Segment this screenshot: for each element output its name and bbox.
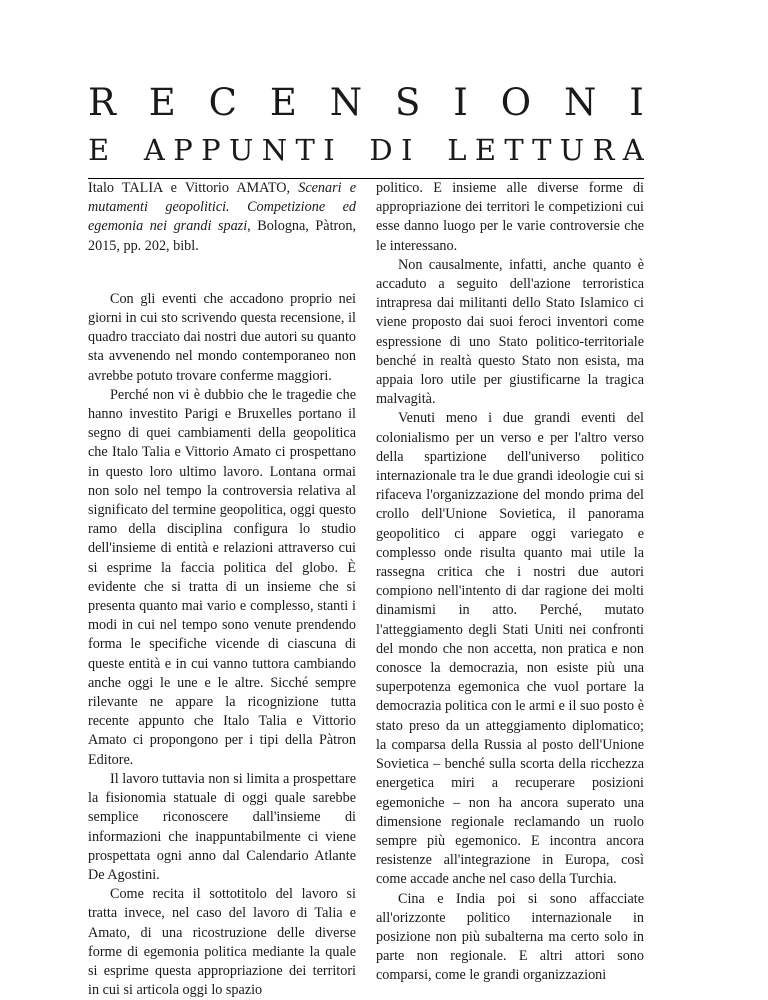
subtitle-letter: T: [295, 133, 315, 167]
title-letter: E: [269, 81, 297, 124]
left-column: [88, 179, 356, 1000]
title-letter: O: [500, 81, 532, 124]
body-paragraph: Non causalmente, infatti, anche quanto è accaduto a seguito dell'azione terroristica intrapresa dai militanti dello Stato Islamico ci viene proposto dai suoi feroci inventori come espressione di uno Stato politico-territoriale benché in realtà questo Stato non esista, ma appaia loro utile per giustificarne la tragica malvagità.: [376, 256, 644, 408]
subtitle-letter: P: [201, 133, 221, 167]
title-letter: I: [453, 81, 468, 124]
right-column: [376, 179, 644, 986]
subtitle-letter: U: [228, 133, 254, 167]
body-paragraph: Venuti meno i due grandi eventi del colonialismo per un verso e per l'altro verso della spartizione dell'universo politico internazionale tra le due grandi ideologie cui si rifaceva l'organizzazione del mondo prima del crollo dell'Unione Sovietica, il panorama geopolitico ci appare oggi variegato e complesso onde risulta quanto mai utile la rassegna critica che i nostri due autori compiono nell'intento di dar ragione dei molti dinamismi in atto. Perché, mutato l'atteggiamento degli Stati Uniti nei confronti del mondo che non accetta, non pratica e non conosce la democrazia, non esiste più una superpotenza egemonica che vuol portare la democrazia politica con le armi e il suo posto è stato preso da un atteggiamento diplomatico; la comparsa della Russia al posto dell'Unione Sovietica – benché sulla scorta della ricchezza energetica miri a recuperare posizioni egemoniche – non ha ancora superato una dimensione regionale reclamando un ruolo sempre più egemonico. E incontra ancora resistenze all'integrazione in Europa, così come accade anche nel caso della Turchia.: [376, 410, 644, 888]
section-title: [88, 78, 644, 128]
book-title: Scenari e mutamenti geopolitici. Competizione ed egemonia nei grandi spazi: [88, 180, 357, 235]
subtitle-letter: A: [143, 133, 165, 167]
subtitle-letter: T: [504, 133, 524, 167]
body-paragraph: Il lavoro tuttavia non si limita a prospettare la fisionomia statuale di oggi quale sarebbe semplice riconoscere dall'insieme di informazioni che inappuntabilmente ci viene prospettata ogni anno dal Calendario Atlante De Agostini.: [88, 770, 356, 883]
bibliographic-entry: [88, 179, 356, 256]
subtitle-letter: A: [622, 133, 644, 167]
body-paragraph: Cina e India poi si sono affacciate all'orizzonte politico internazionale in posizione non più subalterna ma certo solo in parte non regionale. E altri attori sono comparsi, come le grandi organizzazioni: [376, 890, 644, 984]
book-publication: , Bologna, Pàtron, 2015, pp. 202, bibl.: [88, 218, 356, 254]
subtitle-letter: L: [447, 133, 467, 167]
title-letter: R: [88, 81, 116, 124]
body-paragraph: Con gli eventi che accadono proprio nei giorni in cui sto scrivendo questa recensione, il quadro tracciato dai nostri due autori su quanto sta avvenendo nel mondo contemporaneo non avrebbe potuto trovare conferme maggiori.: [88, 290, 356, 384]
subtitle-letter: I: [323, 133, 335, 167]
section-subtitle: [88, 130, 644, 170]
title-letter: C: [208, 81, 237, 124]
subtitle-letter: P: [173, 133, 193, 167]
subtitle-letter: U: [559, 133, 585, 167]
subtitle-letter: D: [369, 133, 393, 167]
body-paragraph-continued: politico. E insieme alle diverse forme di appropriazione dei territori le competizioni cui esse danno luogo per le varie controversie che le interessano.: [376, 180, 644, 254]
title-letter: S: [395, 81, 421, 124]
title-letter: I: [629, 81, 644, 124]
subtitle-letter: N: [261, 133, 288, 167]
subtitle-letter: T: [532, 133, 552, 167]
subtitle-letter: R: [592, 133, 615, 167]
subtitle-letter: I: [401, 133, 413, 167]
body-paragraph: Come recita il sottotitolo del lavoro si tratta invece, nel caso del lavoro di Talia e Amato, di una ricostruzione delle diverse forme di egemonia politica mediante la quale si esprime questa appropriazione dei territori in cui si articola oggi lo spazio: [88, 886, 356, 999]
title-letter: N: [329, 81, 363, 124]
subtitle-letter: E: [474, 133, 496, 167]
body-paragraph: Perché non vi è dubbio che le tragedie che hanno investito Parigi e Bruxelles portano il segno di quei cambiamenti della geopolitica che Italo Talia e Vittorio Amato ci prospettano in questo loro ultimo lavoro. Lontana ormai non solo nel tempo la controversia relativa al significato del termine geopolitica, oggi questo ramo della disciplina configura lo studio dell'insieme di entità e relazioni attraverso cui si esprime la faccia politica del globo. È evidente che si tratta di un insieme che si presenta quanto mai vario e complesso, stanti i modi in cui nel tempo sono venute prendendo forma le specifiche vicende di ciascuna di queste entità e in cui vanno tuttora cambiando anche oggi le une e le altre. Sicché sempre rilevante ne appare la ricognizione tutta recente appunto che Italo Talia e Vittorio Amato ci propongono per i tipi della Pàtron Editore.: [88, 386, 356, 768]
title-letter: N: [564, 81, 597, 124]
subtitle-letter: E: [88, 133, 110, 167]
book-authors: Italo TALIA e Vittorio AMATO,: [88, 180, 291, 196]
title-letter: E: [148, 81, 176, 124]
